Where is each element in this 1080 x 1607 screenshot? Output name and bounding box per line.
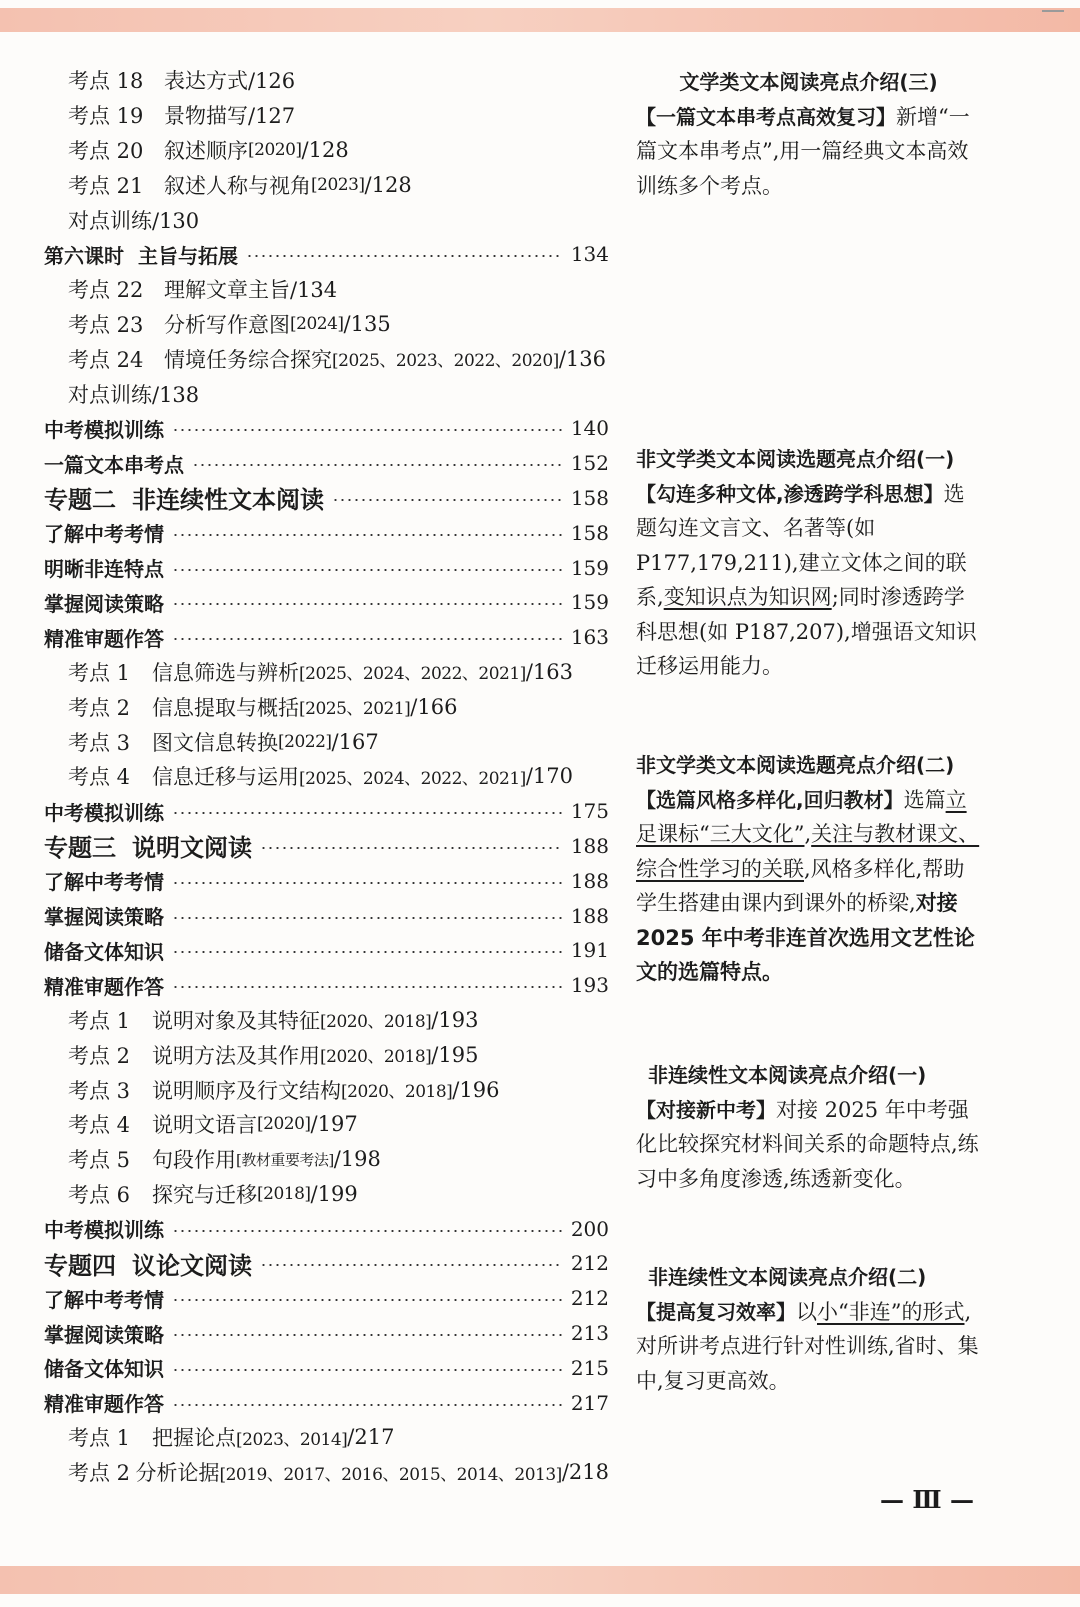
toc-item-years: [2020] <box>257 1114 311 1135</box>
highlight-note-4 <box>636 1058 981 1196</box>
topic-title: 议论文阅读 <box>132 1252 252 1280</box>
section-title: 储备文体知识 <box>44 1357 164 1382</box>
section-title: 精准审题作答 <box>44 626 164 651</box>
topic-title: 说明文阅读 <box>132 834 252 863</box>
note-text: 新增“一篇文本串考点”,用一篇经典文本高效训练多个考点。 <box>636 104 970 198</box>
section-title: 中考模拟训练 <box>44 800 164 825</box>
toc-item-years: [2020、2018] <box>341 1082 453 1102</box>
page-number: — Ⅲ — <box>880 1485 974 1514</box>
toc-item-title: 表达方式/126 <box>164 69 296 94</box>
dot-leader <box>172 602 563 606</box>
toc-item-years: [2023、2014] <box>236 1429 348 1450</box>
toc-row[interactable] <box>44 272 609 307</box>
note-text: 选篇 <box>903 787 946 812</box>
dot-leader <box>172 1229 563 1233</box>
toc-item-page: /198 <box>333 1147 381 1172</box>
note-text: 对接 2025 年中考强化比较探究材料间关系的命题特点,练习中多角度渗透,练透新变化。 <box>636 1097 979 1191</box>
toc-item-title: 对点训练/130 <box>68 208 200 233</box>
toc-row[interactable] <box>44 1420 609 1455</box>
toc-item-years: [2025、2021] <box>299 699 411 720</box>
toc-item-page: /195 <box>431 1042 479 1067</box>
toc-page-number: 212 <box>570 1286 609 1311</box>
note-title: 文学类文本阅读亮点介绍(三) <box>679 70 938 94</box>
section-title: 中考模拟训练 <box>44 1218 164 1243</box>
toc-page-number: 200 <box>570 1216 609 1241</box>
toc-item-years: [2025、2024、2022、2021] <box>299 664 526 685</box>
section-title: 掌握阅读策略 <box>44 591 164 616</box>
toc-section-row[interactable] <box>44 933 609 968</box>
dot-leader <box>172 1333 563 1337</box>
toc-item-years: [2020] <box>248 139 302 160</box>
toc-section-row[interactable] <box>44 515 609 550</box>
toc-item-page: /199 <box>310 1181 358 1206</box>
toc-item-years: [2020、2018] <box>320 1047 432 1068</box>
toc-row[interactable] <box>44 724 609 759</box>
note-bold-text: 对接 2025 年中考非连首次选用文艺性论文的选篇特点。 <box>636 891 975 984</box>
note-text: ,对所讲考点进行针对性训练,省时、集中,复习更高效。 <box>636 1299 979 1393</box>
dot-leader <box>332 498 563 502</box>
toc-page-number: 213 <box>570 1321 609 1346</box>
toc-row[interactable] <box>44 1142 609 1177</box>
toc-item-years: [2018] <box>257 1183 311 1204</box>
note-tag: 【提高复习效率】 <box>636 1299 796 1324</box>
toc-item-number: 考点 19 <box>68 104 144 129</box>
toc-item-title: 句段作用 <box>152 1148 236 1173</box>
toc-page-number: 158 <box>570 485 609 510</box>
dot-leader <box>172 950 563 954</box>
toc-item-page: /170 <box>525 764 573 789</box>
section-title: 掌握阅读策略 <box>44 1322 164 1347</box>
toc-item-page: /218 <box>561 1460 609 1485</box>
toc-page-number: 159 <box>570 555 609 580</box>
toc-item-title: 情境任务综合探究 <box>164 347 332 372</box>
toc-item-number: 考点 3 <box>68 730 131 755</box>
section-title: 主旨与拓展 <box>138 243 238 268</box>
toc-row[interactable] <box>44 1037 609 1072</box>
toc-row[interactable] <box>44 202 609 237</box>
toc-section-row[interactable] <box>44 968 609 1003</box>
note-tag: 【选篇风格多样化,回归教材】 <box>636 787 904 812</box>
toc-item-page: /128 <box>364 172 412 197</box>
toc-item-number: 考点 2 <box>68 695 131 720</box>
section-title: 了解中考考情 <box>44 870 164 895</box>
section-title: 了解中考考情 <box>44 1287 164 1312</box>
note-text: 以 <box>796 1299 817 1324</box>
section-title: 明晰非连特点 <box>44 557 164 582</box>
toc-item-years: [2024] <box>290 313 344 334</box>
dot-leader <box>172 637 563 641</box>
note-body <box>636 1093 981 1197</box>
highlight-note-2 <box>636 442 981 684</box>
note-tag: 【一篇文本串考点高效复习】 <box>636 104 896 129</box>
toc-row[interactable] <box>44 1003 609 1038</box>
toc-item-number: 考点 20 <box>68 138 144 163</box>
highlight-note-5 <box>636 1260 981 1398</box>
dot-leader <box>172 811 563 815</box>
toc-item-years: [2022] <box>278 731 332 752</box>
toc-item-title: 叙述顺序 <box>164 138 248 163</box>
section-title: 精准审题作答 <box>44 974 164 999</box>
toc-section-row[interactable] <box>44 898 609 933</box>
toc-page-number: 191 <box>570 938 609 963</box>
toc-page-number: 193 <box>570 973 609 998</box>
toc-section-row[interactable] <box>44 446 609 481</box>
highlight-note-3 <box>636 748 981 990</box>
toc-item-number: 考点 22 <box>68 278 144 303</box>
toc-item-page: /163 <box>525 659 573 684</box>
toc-item-number: 考点 21 <box>68 173 144 198</box>
topic-label: 专题三 <box>44 834 116 863</box>
toc-section-row[interactable] <box>44 620 609 655</box>
toc-item-title: 分析写作意图 <box>164 312 290 337</box>
toc-section-row[interactable] <box>44 863 609 898</box>
toc-item-page: /166 <box>410 694 458 719</box>
toc-item-page: /128 <box>301 137 349 162</box>
toc-item-title: 叙述人称与视角 <box>164 173 311 198</box>
toc-item-title: 分析论据 <box>135 1461 220 1486</box>
section-title: 中考模拟训练 <box>44 417 164 442</box>
toc-page-number: 134 <box>570 242 609 267</box>
toc-item-years: [2025、2024、2022、2021] <box>299 768 526 789</box>
note-tag: 【勾连多种文体,渗透跨学科思想】 <box>636 481 944 506</box>
toc-page-number: 188 <box>570 833 609 858</box>
toc-item-title: 探究与迁移 <box>152 1182 257 1207</box>
toc-item-title: 信息筛选与辨析 <box>152 660 299 685</box>
topic-label: 专题二 <box>44 486 116 515</box>
toc-item-number: 考点 4 <box>68 1113 131 1138</box>
toc-row[interactable] <box>44 1455 609 1490</box>
note-text: ,风格多样化,帮助学生搭建由课内到课外的桥梁, <box>636 856 965 915</box>
toc-item-title: 把握论点 <box>152 1426 236 1451</box>
toc-item-title: 图文信息转换 <box>152 730 278 755</box>
toc-item-note: [教材重要考法] <box>236 1150 334 1169</box>
toc-item-title: 说明方法及其作用 <box>152 1043 320 1068</box>
top-decorative-band <box>0 8 1080 32</box>
toc-row[interactable] <box>44 341 609 376</box>
dot-leader <box>172 1298 563 1302</box>
toc-row[interactable] <box>44 689 609 724</box>
table-of-contents <box>44 63 609 1490</box>
toc-page-number: 140 <box>570 416 609 441</box>
toc-section-row[interactable] <box>44 411 609 446</box>
corner-mark <box>1042 10 1064 12</box>
topic-label: 专题四 <box>44 1252 116 1280</box>
toc-item-number: 考点 24 <box>68 347 144 372</box>
toc-item-title: 说明顺序及行文结构 <box>152 1078 341 1103</box>
toc-page-number: 188 <box>570 903 609 928</box>
note-underlined-text: 关注与教材课文、综合性学习的关联 <box>636 822 980 881</box>
note-body <box>636 477 981 684</box>
toc-item-title: 说明文语言 <box>152 1113 257 1138</box>
toc-item-number: 考点 23 <box>68 312 144 337</box>
toc-item-page: /193 <box>431 1007 479 1032</box>
section-title: 储备文体知识 <box>44 939 164 964</box>
toc-item-number: 考点 3 <box>68 1078 131 1103</box>
dot-leader <box>172 1368 563 1372</box>
toc-row[interactable] <box>44 759 609 794</box>
toc-row[interactable] <box>44 1177 609 1212</box>
toc-item-number: 考点 1 <box>68 1426 131 1451</box>
toc-row[interactable] <box>44 167 609 202</box>
toc-item-title: 理解文章主旨/134 <box>164 278 338 303</box>
note-underlined-text: 小“非连”的形式 <box>817 1299 965 1324</box>
dot-leader <box>260 1263 563 1267</box>
dot-leader <box>172 1403 563 1407</box>
note-underlined-text: 立足课标“三大文化” <box>636 787 967 846</box>
note-tag: 【对接新中考】 <box>636 1097 776 1122</box>
dot-leader <box>172 568 563 572</box>
toc-item-number: 考点 6 <box>68 1182 131 1207</box>
toc-section-row[interactable] <box>44 1211 609 1246</box>
dot-leader <box>172 985 563 989</box>
toc-item-number: 考点 1 <box>68 660 131 685</box>
section-title: 一篇文本串考点 <box>44 452 184 477</box>
section-title: 了解中考考情 <box>44 522 164 547</box>
note-body <box>636 783 981 990</box>
toc-item-years: [2020、2018] <box>320 1012 432 1033</box>
dot-leader <box>172 533 563 537</box>
toc-section-row[interactable] <box>44 1350 609 1385</box>
highlight-note-1 <box>636 65 981 203</box>
toc-row[interactable] <box>44 307 609 342</box>
toc-page-number: 159 <box>570 590 609 615</box>
topic-title: 非连续性文本阅读 <box>132 486 324 515</box>
toc-item-page: /135 <box>343 311 391 336</box>
toc-item-page: /196 <box>452 1077 500 1102</box>
dot-leader <box>172 881 563 885</box>
toc-row[interactable] <box>44 98 609 133</box>
toc-page-number: 163 <box>570 625 609 650</box>
note-title: 非文学类文本阅读选题亮点介绍(一) <box>636 447 955 471</box>
toc-page-number: 152 <box>570 451 609 476</box>
dot-leader <box>172 428 563 432</box>
toc-section-row[interactable] <box>44 550 609 585</box>
toc-item-number: 考点 5 <box>68 1148 131 1173</box>
toc-page-number: 215 <box>570 1355 609 1380</box>
toc-row[interactable] <box>44 133 609 168</box>
toc-page-number: 212 <box>570 1251 609 1276</box>
dot-leader <box>246 254 563 258</box>
note-title: 非文学类文本阅读选题亮点介绍(二) <box>636 753 955 777</box>
toc-page-number: 158 <box>570 520 609 545</box>
note-text: , <box>804 822 812 846</box>
toc-item-page: /136 <box>558 346 606 371</box>
toc-item-title: 说明对象及其特征 <box>152 1008 320 1033</box>
dot-leader <box>172 916 563 920</box>
toc-topic-row[interactable] <box>44 481 609 516</box>
note-text: 选题勾连文言文、名著等(如 P177,179,211),建立文体之间的联系, <box>636 481 967 609</box>
toc-item-number: 考点 4 <box>68 765 131 790</box>
toc-page-number: 188 <box>570 868 609 893</box>
dot-leader <box>192 463 563 467</box>
toc-topic-row[interactable] <box>44 1246 609 1281</box>
toc-item-page: /167 <box>331 729 379 754</box>
note-body <box>636 100 981 204</box>
toc-item-number: 考点 18 <box>68 69 144 94</box>
toc-item-title: 对点训练/138 <box>68 382 200 407</box>
note-underlined-text: 变知识点为知识网 <box>663 585 832 609</box>
toc-item-number: 考点 1 <box>68 1008 131 1033</box>
note-body <box>636 1295 981 1399</box>
note-title: 非连续性文本阅读亮点介绍(二) <box>648 1265 927 1289</box>
toc-topic-row[interactable] <box>44 829 609 864</box>
toc-item-number: 考点 2 <box>68 1461 131 1486</box>
toc-item-title: 信息迁移与运用 <box>152 765 299 790</box>
toc-section-row[interactable] <box>44 794 609 829</box>
toc-section-row[interactable] <box>44 1316 609 1351</box>
toc-section-row[interactable] <box>44 237 609 272</box>
toc-page-number: 175 <box>570 799 609 824</box>
toc-item-years: [2023] <box>311 174 365 195</box>
note-text: ;同时渗透跨学科思想(如 P187,207),增强语文知识迁移运用能力。 <box>636 585 977 678</box>
bottom-decorative-band <box>0 1566 1080 1594</box>
toc-row[interactable] <box>44 655 609 690</box>
toc-page-number: 217 <box>570 1390 609 1415</box>
toc-item-years: [2019、2017、2016、2015、2014、2013] <box>219 1464 562 1485</box>
toc-row[interactable] <box>44 1107 609 1142</box>
toc-item-title: 信息提取与概括 <box>152 695 299 720</box>
toc-item-page: /197 <box>310 1112 358 1137</box>
section-label: 第六课时 <box>44 243 124 268</box>
toc-item-page: /217 <box>347 1425 395 1450</box>
section-title: 掌握阅读策略 <box>44 905 164 930</box>
dot-leader <box>260 846 563 850</box>
toc-section-row[interactable] <box>44 1281 609 1316</box>
toc-item-years: [2025、2023、2022、2020] <box>332 351 559 372</box>
toc-section-row[interactable] <box>44 1385 609 1420</box>
toc-row[interactable] <box>44 376 609 411</box>
toc-item-title: 景物描写/127 <box>164 104 296 129</box>
toc-section-row[interactable] <box>44 585 609 620</box>
section-title: 精准审题作答 <box>44 1392 164 1417</box>
toc-row[interactable] <box>44 63 609 98</box>
note-title: 非连续性文本阅读亮点介绍(一) <box>648 1063 927 1087</box>
toc-item-number: 考点 2 <box>68 1043 131 1068</box>
toc-row[interactable] <box>44 1072 609 1107</box>
